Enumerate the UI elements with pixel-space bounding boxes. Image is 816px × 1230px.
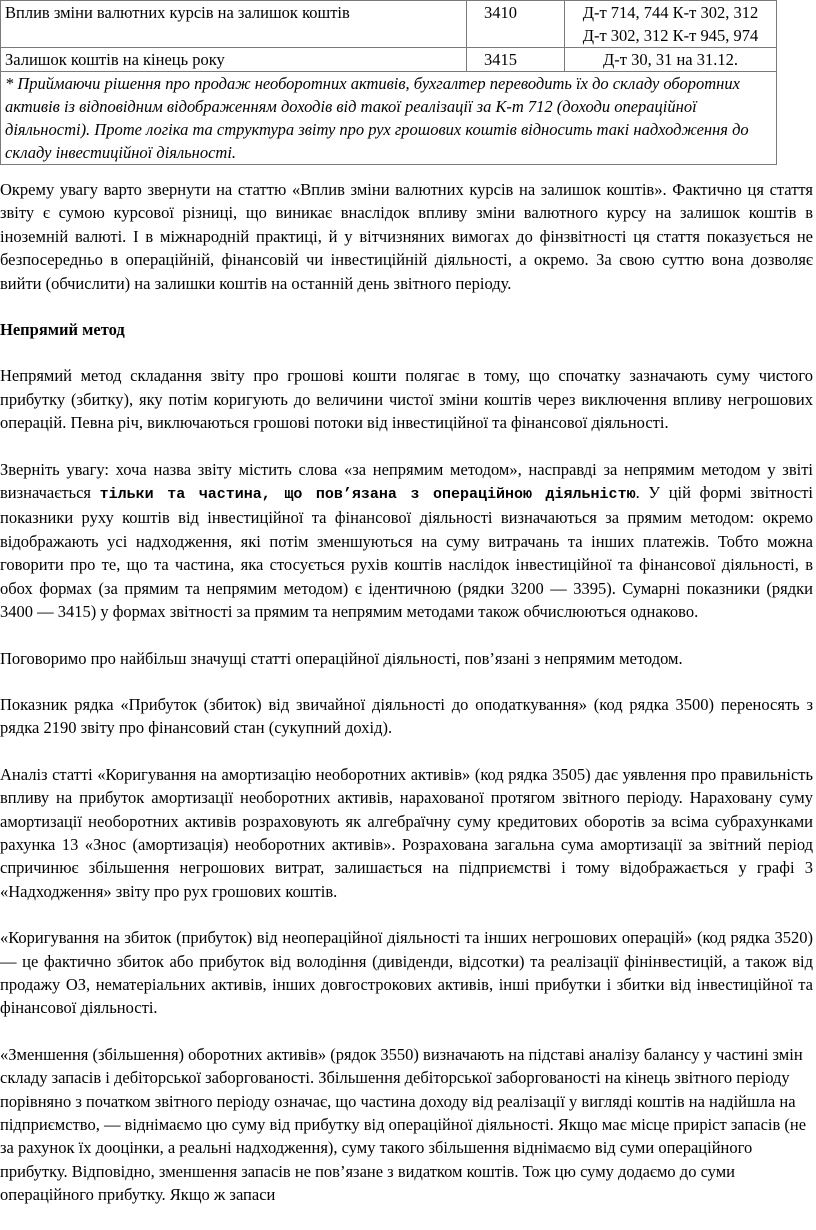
paragraph: «Зменшення (збільшення) оборотних активів» (рядок 3550) визначають на підставі аналізу балансу у частині змін складу запасів і дебіторської заборгованості. Збільшення дебіторської заборгованості на кінець звітного періоду порівняно з початком звітного періоду означає, що частина доходу від реалізації у вигляді коштів на надійшла на підприємство, — віднімаємо цю суму від прибутку від операційної діяльності. Якщо має місце приріст запасів (не за рахунок їх дооцінки, а реальні надходження), суму такого збільшення віднімаємо від суми операційного прибутку. Відповідно, зменшення запасів не пов’язане з видатком коштів. Тож цю суму додаємо до суми операційного прибутку. Якщо ж запаси [0, 1044, 807, 1205]
row-entries [565, 48, 777, 72]
entry-line: Д-т 714, 744 К-т 302, 312 [582, 3, 759, 22]
paragraph: Показник рядка «Прибуток (збиток) від звичайної діяльності до оподаткування» (код рядка 3500) переносять з рядка 2190 звіту про фінансовий стан (сукупний дохід). [0, 694, 813, 738]
body-text [0, 178, 813, 1230]
paragraph: Окрему увагу варто звернути на статтю «Вплив зміни валютних курсів на залишок коштів». Фактично ця стаття звіту є сумою курсової різниці, що виникає внаслідок впливу зміни валютного курсу на залишок коштів в іноземній валюті. І в міжнародній практиці, й у вітчизняних вимогах до фінзвітності ця стаття показується не безпосередньо в операційній, фінансовій чи інвестиційній діяльності, а окремо. За свою суттю вона дозволяє вийти (обчислити) на залишки коштів на останній день звітного періоду. [0, 180, 813, 293]
paragraph-text: . У цій формі звітності показники руху коштів від інвестиційної та фінансової діяльності визначаються за прямим методом: окремо відображають усі надходження, які потім зменшуються на суму витрачань та інших платежів. Тобто можна говорити про те, що та частина, яка стосується рухів коштів наслідок інвестиційної та фінансової діяльності, в обох формах (за прямим та непрямим методом) є ідентичною (рядки 3200 — 3395). Сумарні показники (рядки 3400 — 3415) у формах звітності за прямим та непрямим методами також обчислюються однаково. [0, 483, 813, 622]
row-name: Залишок коштів на кінець року [1, 48, 467, 72]
emphasis-text: тільки та частина, що пов’язана з операційною діяльністю [99, 486, 636, 504]
row-code: 3410 [467, 1, 565, 48]
row-entries [565, 1, 777, 48]
row-code: 3415 [467, 48, 565, 72]
table-row [1, 1, 777, 48]
paragraph: «Коригування на збиток (прибуток) від неопераційної діяльності та інших негрошових операцій» (код рядка 3520) — це фактично збиток або прибуток від володіння (дивіденди, відсотки) та реалізації фінінвестицій, а також від продажу ОЗ, нематеріальних активів, інших довгострокових активів, інші прибутки і збитки від інвестиційної та фінансової діяльності. [0, 928, 813, 1018]
table-note-row [1, 72, 777, 165]
paragraph: Поговоримо про найбільш значущі статті операційної діяльності, пов’язані з непрямим методом. [0, 648, 683, 668]
paragraph: Аналіз статті «Коригування на амортизацію необоротних активів» (код рядка 3505) дає уявлення про правильність впливу на прибуток амортизації необоротних активів, нарахованої протягом звітного періоду. Нараховану суму амортизації необоротних активів розраховують як алгебраїчну суму кредитових оборотів за всіма субрахунками рахунка 13 «Знос (амортизація) необоротних активів». Розрахована загальна сума амортизації за звітний період спричинює збільшення негрошових витрат, залишається на підприємстві і тому відображається у графі 3 «Надходження» звіту про рух грошових коштів. [0, 764, 813, 901]
accounts-table [0, 0, 777, 165]
entry-line: Д-т 302, 312 К-т 945, 974 [582, 26, 759, 45]
table-row [1, 48, 777, 72]
entry-line: Д-т 30, 31 на 31.12. [603, 50, 738, 69]
section-heading: Непрямий метод [0, 320, 125, 340]
paragraph [0, 458, 813, 624]
row-name: Вплив зміни валютних курсів на залишок коштів [1, 1, 467, 48]
table-note: * Приймаючи рішення про продаж необоротних активів, бухгалтер переводить їх до складу оборотних активів із відповідним відображенням доходів від такої реалізації за К-т 712 (доходи операційної діяльності). Проте логіка та структура звіту про рух грошових коштів відносить такі надходження до складу інвестиційної діяльності. [1, 72, 777, 165]
paragraph: Непрямий метод складання звіту про грошові кошти полягає в тому, що спочатку зазначають суму чистого прибутку (збитку), яку потім коригують до величини чистої зміни коштів через виключення впливу негрошових операцій. Певна річ, виключаються грошові потоки від інвестиційної та фінансової діяльності. [0, 366, 813, 433]
paragraph-text: Зверніть увагу: хоча назва звіту містить слова «за непрямим методом», насправді за непрямим методом у звіті визначається [0, 459, 813, 503]
